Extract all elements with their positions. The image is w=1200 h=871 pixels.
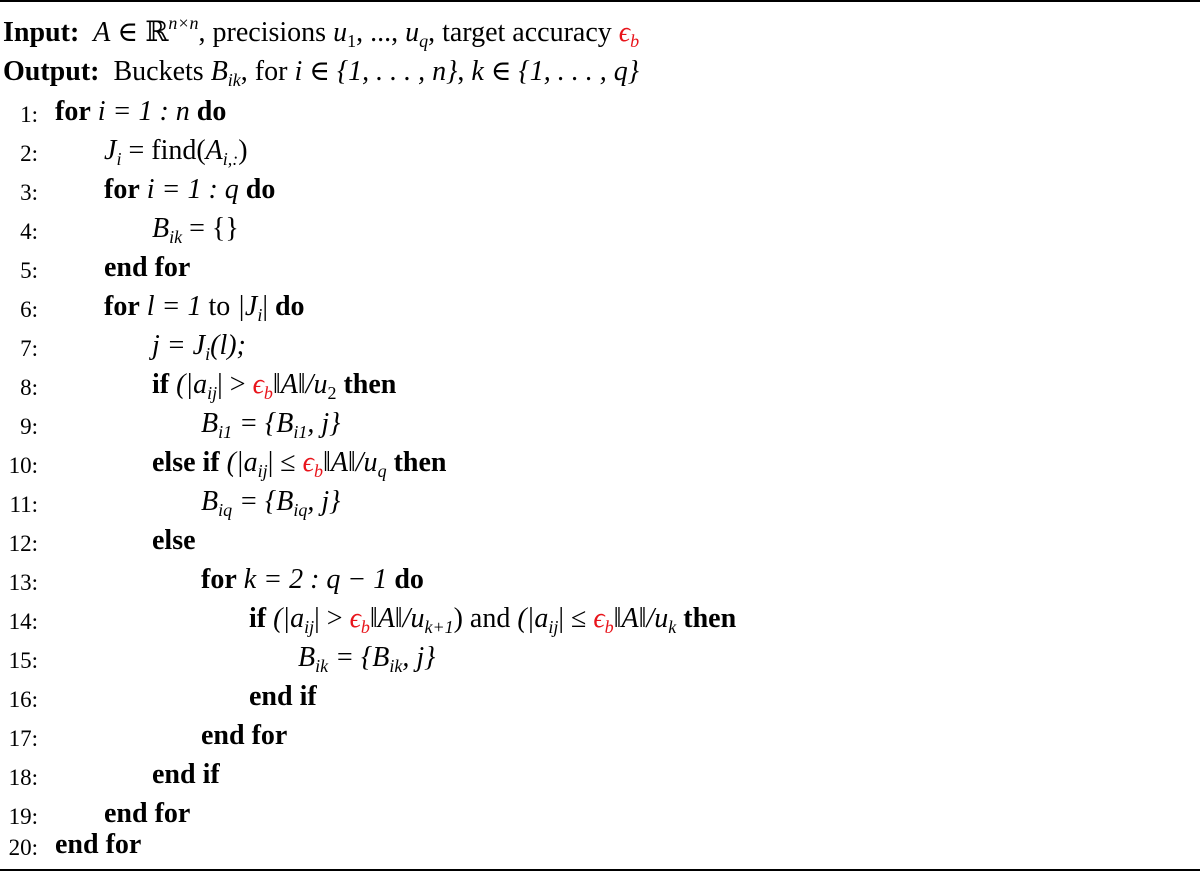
set-open: = {B (328, 642, 390, 673)
algorithm-line-16 (0, 680, 1200, 718)
var-B: B (152, 213, 170, 244)
input-u1-sub: 1 (347, 31, 357, 51)
keyword-then: then (683, 603, 737, 634)
keyword-for: for (201, 564, 237, 595)
input-precisions-text: , precisions (198, 17, 334, 48)
output-for-text: , for (240, 56, 295, 87)
input-uq-sub: q (419, 31, 429, 51)
close-paren: ) (453, 603, 463, 634)
var-J: J (104, 135, 117, 166)
var-J-sub: i (257, 305, 263, 325)
epsilon-sub: b (604, 617, 614, 637)
cond-open: (|a (273, 603, 305, 634)
assign-j: j = J (152, 330, 206, 361)
keyword-do: do (245, 174, 276, 205)
u-sub: k+1 (424, 617, 454, 637)
line-number: 9: (20, 414, 38, 439)
line-number: 4: (20, 219, 38, 244)
line-number: 8: (20, 375, 38, 400)
line-number: 15: (8, 648, 38, 673)
algorithm-line-1 (0, 95, 1200, 133)
algorithm-line-6 (0, 290, 1200, 328)
var-A-sub: i,: (222, 149, 239, 169)
u-sub: q (377, 461, 387, 481)
epsilon-sub: b (313, 461, 323, 481)
line-number: 17: (8, 726, 38, 751)
output-line: Output: Buckets $B_{ik}$, for i ∈ {1, . . . , n}, k ∈ {1, . . . , q} (3, 56, 639, 90)
cond-sub: ij (548, 617, 559, 637)
input-epsilon: ϵ (618, 17, 631, 48)
input-label: Input: (3, 17, 80, 48)
keyword-for: for (104, 291, 140, 322)
cond-le: | ≤ (267, 447, 303, 478)
algorithm-line-2 (0, 134, 1200, 172)
keyword-do: do (274, 291, 305, 322)
line-number: 6: (20, 297, 38, 322)
set-tail: , j} (402, 642, 436, 673)
keyword-end-for: end for (201, 720, 288, 751)
norm-over-u: ‖A‖/u (369, 603, 425, 634)
input-matrix: A (93, 17, 111, 48)
algorithm-line-10 (0, 446, 1200, 484)
cond-open: (|a (176, 369, 208, 400)
keyword-to: to (208, 291, 231, 322)
reals-symbol: ℝ (145, 17, 169, 48)
output-k-set: k ∈ {1, . . . , q} (471, 56, 639, 87)
var-B-sub: i1 (218, 422, 233, 442)
epsilon: ϵ (349, 603, 361, 634)
line-number: 10: (8, 453, 38, 478)
keyword-then: then (343, 369, 397, 400)
var-B-sub: iq (218, 500, 233, 520)
cond-open: (|a (517, 603, 549, 634)
cond-sub: ij (207, 383, 218, 403)
empty-set-assign: = {} (182, 213, 239, 244)
close-paren: ) (238, 135, 248, 166)
line-number: 19: (8, 804, 38, 829)
keyword-end-for: end for (104, 798, 191, 829)
epsilon: ϵ (252, 369, 264, 400)
input-dots: , ..., (356, 17, 406, 48)
top-rule (0, 0, 1200, 2)
input-in-symbol: ∈ (117, 17, 139, 48)
u-sub: 2 (327, 383, 337, 403)
line-number: 12: (8, 531, 38, 556)
algorithm-line-18 (0, 758, 1200, 796)
algorithm-line-8 (0, 368, 1200, 406)
epsilon-sub: b (263, 383, 273, 403)
keyword-do: do (394, 564, 424, 595)
var-J-sub: i (116, 149, 122, 169)
cond-sub: ij (257, 461, 268, 481)
algorithm-line-20 (0, 828, 1200, 866)
input-u1: u (333, 17, 348, 48)
keyword-for: for (104, 174, 140, 205)
u-sub: k (668, 617, 677, 637)
keyword-end-if: end if (152, 759, 220, 790)
var-A: A (205, 135, 223, 166)
set-tail: , j} (307, 486, 341, 517)
keyword-else: else (152, 525, 196, 556)
set-tail: , j} (307, 408, 341, 439)
keyword-if: if (249, 603, 267, 634)
keyword-and: and (469, 603, 511, 634)
cond-gt: | > (314, 603, 350, 634)
epsilon: ϵ (593, 603, 605, 634)
cond-sub: ij (304, 617, 315, 637)
keyword-for: for (55, 96, 91, 127)
norm-over-u: ‖A‖/u (272, 369, 328, 400)
line-number: 20: (8, 835, 38, 860)
output-i-set: i ∈ {1, . . . , n} (294, 56, 458, 87)
line-number: 7: (20, 336, 38, 361)
input-line (3, 13, 640, 51)
line-number: 3: (20, 180, 38, 205)
keyword-end-for: end for (55, 829, 142, 860)
algorithm-line-5 (0, 251, 1200, 289)
cond-le: | ≤ (558, 603, 594, 634)
keyword-if: if (152, 369, 170, 400)
epsilon: ϵ (302, 447, 314, 478)
set-open: = {B (232, 486, 294, 517)
algorithm-line-9 (0, 407, 1200, 445)
line-number: 18: (8, 765, 38, 790)
line-number: 2: (20, 141, 38, 166)
var-B: B (201, 408, 219, 439)
input-target-text: , target accuracy (428, 17, 619, 48)
line-number: 11: (9, 492, 38, 517)
var-J-sub: i (205, 344, 211, 364)
line-number: 14: (8, 609, 38, 634)
algorithm-line-15 (0, 641, 1200, 679)
algorithm-line-3 (0, 173, 1200, 211)
find-call: = find( (121, 135, 206, 166)
input-dimension: n×n (168, 13, 199, 33)
line-number: 16: (8, 687, 38, 712)
keyword-else-if: else if (152, 447, 220, 478)
loop-range: i = 1 : n (97, 96, 190, 127)
cond-open: (|a (226, 447, 258, 478)
assign-j-tail: (l); (210, 330, 246, 361)
var-B-sub: ik (315, 656, 329, 676)
loop-range: i = 1 : q (146, 174, 239, 205)
var-B: B (201, 486, 219, 517)
input-epsilon-sub: b (630, 31, 640, 51)
line-number: 1: (20, 102, 38, 127)
loop-var: l = 1 (146, 291, 202, 322)
algorithm-line-12 (0, 524, 1200, 562)
set-B-sub: iq (293, 500, 308, 520)
var-B: B (298, 642, 316, 673)
abs-close: | (262, 291, 268, 322)
var-J-abs: |J (237, 291, 258, 322)
cond-gt: | > (217, 369, 253, 400)
algorithm-line-11 (0, 485, 1200, 523)
algorithm-line-7 (0, 329, 1200, 367)
output-buckets-text: Buckets (113, 56, 211, 87)
var-B-sub: ik (169, 227, 183, 247)
set-B-sub: i1 (293, 422, 308, 442)
set-open: = {B (232, 408, 294, 439)
keyword-do: do (196, 96, 227, 127)
input-uq: u (405, 17, 420, 48)
norm-over-u: ‖A‖/u (322, 447, 378, 478)
output-B-sub: ik (227, 70, 241, 90)
epsilon-sub: b (360, 617, 370, 637)
algorithm-line-13 (0, 563, 1200, 601)
line-number: 13: (8, 570, 38, 595)
keyword-end-for: end for (104, 252, 191, 283)
keyword-end-if: end if (249, 681, 317, 712)
loop-range: k = 2 : q − 1 (243, 564, 388, 595)
norm-over-u: ‖A‖/u (613, 603, 669, 634)
keyword-then: then (393, 447, 447, 478)
algorithm-line-14 (0, 602, 1200, 640)
line-number: 5: (20, 258, 38, 283)
set-B-sub: ik (389, 656, 403, 676)
algorithm-line-4 (0, 212, 1200, 250)
algorithm-line-17 (0, 719, 1200, 757)
output-B: B (210, 56, 228, 87)
output-label: Output: (3, 56, 100, 87)
